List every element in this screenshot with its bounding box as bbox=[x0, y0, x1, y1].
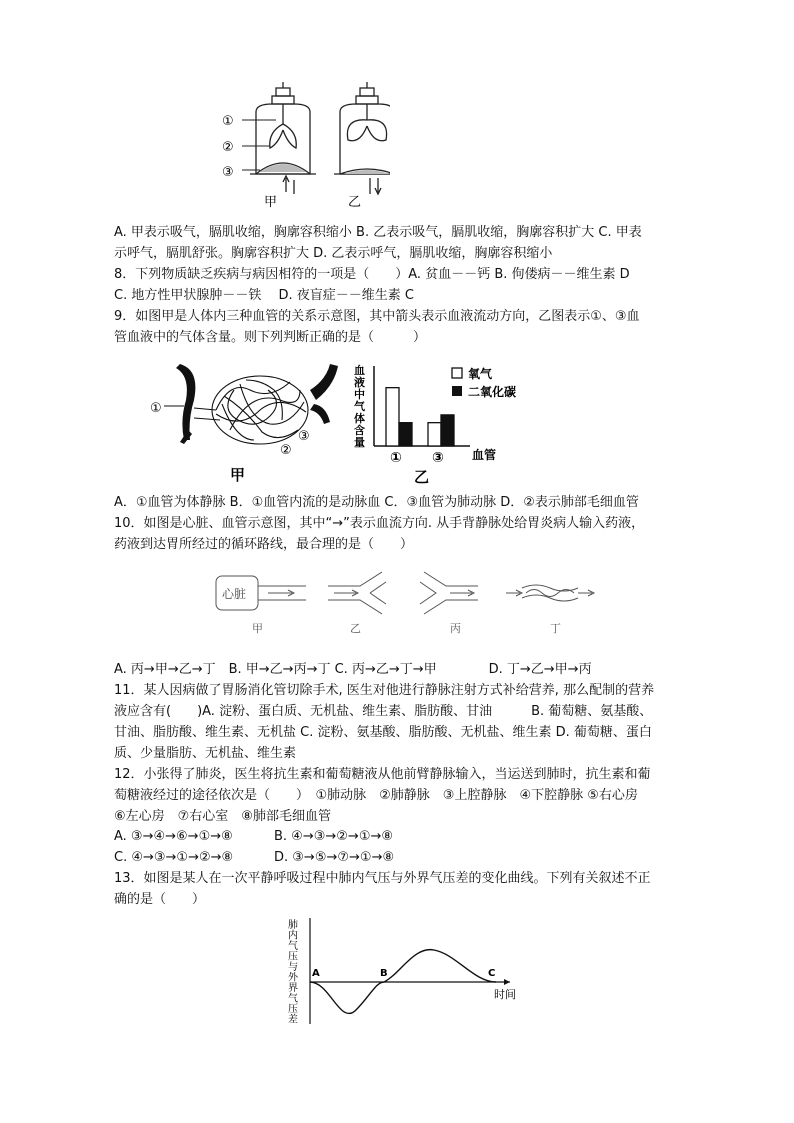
q11-line-2: 液应含有( )A. 淀粉、蛋白质、无机盐、维生素、脂肪酸、甘油 B. 葡萄糖、氨基酸、 bbox=[114, 704, 653, 719]
q12-line-1: 12．小张得了肺炎，医生将抗生素和葡萄糖液从他前臂静脉输入，当运送到肺时，抗生素和葡 bbox=[114, 767, 651, 782]
svg-text:压: 压 bbox=[288, 1004, 298, 1015]
bar-o2-0 bbox=[386, 388, 399, 446]
fig10-ding: 丁 bbox=[550, 622, 561, 635]
q12-option-d: D. ③→⑤→⑦→①→⑧ bbox=[274, 850, 395, 865]
q9-line-2: 管血液中的气体含量。则下列判断正确的是（ ） bbox=[114, 330, 427, 345]
fig13-ylabel bbox=[288, 918, 299, 1026]
q13-line-2: 确的是（ ） bbox=[114, 892, 206, 907]
q13-line-1: 13．如图是某人在一次平静呼吸过程中肺内气压与外界气压差的变化曲线。下列有关叙述不正 bbox=[114, 871, 651, 886]
svg-text:与: 与 bbox=[288, 962, 298, 973]
svg-text:液: 液 bbox=[354, 376, 365, 389]
svg-text:内: 内 bbox=[288, 930, 298, 942]
svg-text:气: 气 bbox=[354, 400, 365, 413]
heart-vessel-figure bbox=[210, 566, 610, 640]
svg-text:界: 界 bbox=[288, 983, 298, 994]
legend-o2-swatch bbox=[452, 368, 462, 378]
svg-text:血: 血 bbox=[354, 364, 365, 377]
q9-options: A．①血管为体静脉 B．①血管内流的是动脉血 C．③血管为肺动脉 D．②表示肺部毛细血管 bbox=[114, 495, 639, 510]
q7-line-1: A. 甲表示吸气，膈肌收缩，胸廓容积缩小 B. 乙表示吸气，膈肌收缩，胸廓容积扩大 C. 甲表 bbox=[114, 225, 642, 240]
fig9-circle-1: ① bbox=[150, 401, 162, 416]
fig7-label-1: ① bbox=[222, 114, 234, 129]
heart-label: 心脏 bbox=[222, 587, 247, 601]
fig9-yi: 乙 bbox=[414, 468, 430, 486]
q8-line-2: C. 地方性甲状腺肿－－铁 D. 夜盲症－－维生素 C bbox=[114, 288, 414, 303]
q12-option-b: B. ④→③→②→①→⑧ bbox=[274, 829, 394, 844]
fig10-bing: 丙 bbox=[450, 622, 461, 635]
svg-text:量: 量 bbox=[354, 436, 365, 449]
svg-text:压: 压 bbox=[288, 951, 298, 963]
svg-text:气: 气 bbox=[288, 993, 298, 1005]
fig10-jia: 甲 bbox=[252, 622, 263, 635]
bar-co2-1 bbox=[441, 415, 454, 446]
point-a-label: A bbox=[312, 968, 320, 979]
point-b-label: B bbox=[380, 968, 388, 979]
fig13-xlabel: 时间 bbox=[494, 988, 516, 1001]
q11-line-3: 甘油、脂肪酸、维生素、无机盐 C. 淀粉、氨基酸、脂肪酸、无机盐、维生素 D. 葡萄糖、蛋白 bbox=[114, 725, 652, 740]
q10-line-2: 药液到达胃所经过的循环路线，最合理的是（ ） bbox=[114, 537, 414, 552]
q7-line-2: 示呼气，膈肌舒张。胸廓容积扩大 D. 乙表示呼气，膈肌收缩，胸廓容积缩小 bbox=[114, 246, 553, 261]
q8-line-1: 8．下列物质缺乏疾病与病因相符的一项是（ ）A. 贫血－－钙 B. 佝偻病－－维生素 D bbox=[114, 267, 630, 282]
svg-text:体: 体 bbox=[354, 412, 365, 425]
point-c-label: C bbox=[488, 968, 496, 979]
q10-line-1: 10．如图是心脏、血管示意图，其中“→”表示血流方向. 从手背静脉处给胃炎病人输入药液， bbox=[114, 516, 645, 531]
svg-text:气: 气 bbox=[288, 941, 298, 952]
bar-co2-0 bbox=[399, 423, 412, 446]
category-label-1: ③ bbox=[432, 450, 444, 466]
q9-line-1: 9．如图甲是人体内三种血管的关系示意图，其中箭头表示血液流动方向，乙图表示①、③血 bbox=[114, 309, 640, 324]
bar-o2-1 bbox=[428, 423, 441, 446]
fig10-yi: 乙 bbox=[350, 622, 361, 635]
bell-jar-figure bbox=[220, 82, 390, 214]
q12-line-2: 萄糖液经过的途径依次是（ ） ①肺动脉 ②肺静脉 ③上腔静脉 ④下腔静脉 ⑤右心房 bbox=[114, 788, 638, 803]
q12-option-c: C. ④→③→①→②→⑧ bbox=[114, 850, 234, 865]
q12-option-a: A. ③→④→⑥→①→⑧ bbox=[114, 829, 233, 844]
svg-text:含: 含 bbox=[354, 424, 365, 437]
fig9-jia: 甲 bbox=[230, 466, 246, 484]
fig7-label-3: ③ bbox=[222, 165, 234, 180]
pressure-curve-figure bbox=[284, 914, 544, 1030]
chart-xlabel: 血管 bbox=[472, 448, 497, 462]
fig7-label-2: ② bbox=[222, 140, 234, 155]
vessel-network-figure bbox=[150, 360, 350, 488]
q12-line-3: ⑥左心房 ⑦右心室 ⑧肺部毛细血管 bbox=[114, 809, 331, 824]
gas-content-bar-chart bbox=[348, 360, 538, 488]
fig9-circle-3: ③ bbox=[298, 429, 310, 444]
legend-o2-label: 氧气 bbox=[468, 367, 493, 381]
category-label-0: ① bbox=[390, 450, 402, 466]
svg-text:肺: 肺 bbox=[288, 920, 298, 931]
q10-options: A. 丙→甲→乙→丁 B. 甲→乙→丙→丁 C. 丙→乙→丁→甲 D. 丁→乙→甲→丙 bbox=[114, 662, 592, 677]
fig7-jia: 甲 bbox=[264, 195, 278, 210]
svg-text:中: 中 bbox=[354, 388, 365, 401]
chart-ylabel bbox=[354, 363, 366, 449]
fig7-yi: 乙 bbox=[348, 195, 362, 210]
svg-text:差: 差 bbox=[288, 1014, 298, 1026]
q11-line-1: 11．某人因病做了胃肠消化管切除手术, 医生对他进行静脉注射方式补给营养, 那么配制的营养 bbox=[114, 683, 655, 698]
q11-line-4: 质、少量脂肪、无机盐、维生素 bbox=[114, 746, 297, 761]
fig9-circle-2: ② bbox=[280, 443, 292, 458]
legend-co2-swatch bbox=[452, 386, 462, 396]
legend-co2-label: 二氧化碳 bbox=[468, 385, 517, 399]
svg-text:外: 外 bbox=[288, 972, 298, 984]
